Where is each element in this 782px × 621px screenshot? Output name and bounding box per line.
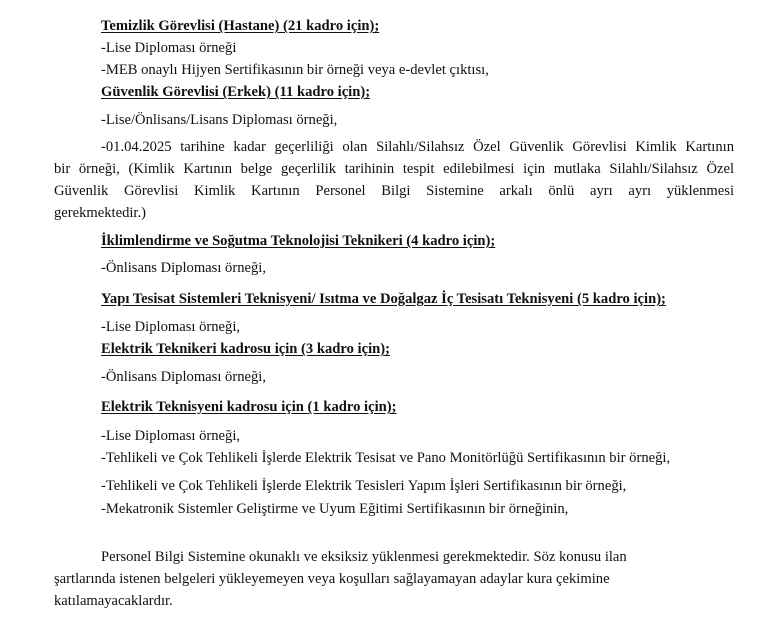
list-item: -Lise/Önlisans/Lisans Diploması örneği, <box>101 112 338 128</box>
closing-line-3: katılamayacaklardır. <box>54 593 173 609</box>
guvenlik-note-line-4: gerekmektedir.) <box>54 205 146 221</box>
closing-line-2: şartlarında istenen belgeleri yükleyemeyen veya koşulları sağlayamayan adaylar kura çekimine <box>54 571 610 587</box>
closing-line-1: Personel Bilgi Sistemine okunaklı ve eksiksiz yüklenmesi gerekmektedir. Söz konusu ilan <box>101 549 627 565</box>
list-item: -Önlisans Diploması örneği, <box>101 369 266 385</box>
list-item: -Lise Diploması örneği, <box>101 428 241 444</box>
list-item: -Mekatronik Sistemler Geliştirme ve Uyum Eğitimi Sertifikasının bir örneğinin, <box>101 501 569 517</box>
heading-iklimlendirme-teknikeri: İklimlendirme ve Soğutma Teknolojisi Teknikeri (4 kadro için); <box>101 233 496 249</box>
heading-elektrik-teknisyeni: Elektrik Teknisyeni kadrosu için (1 kadro için); <box>101 399 397 415</box>
heading-guvenlik-gorevlisi: Güvenlik Görevlisi (Erkek) (11 kadro için); <box>101 84 371 100</box>
guvenlik-note-line-2: bir örneği, (Kimlik Kartının belge geçerlilik tarihinin tespit edilebilmesi için mutlaka Silahlı/Silahsız Özel <box>54 161 734 177</box>
list-item: -Lise Diploması örneği, <box>101 319 241 335</box>
heading-elektrik-teknikeri: Elektrik Teknikeri kadrosu için (3 kadro için); <box>101 341 390 357</box>
list-item: -Lise Diploması örneği <box>101 40 237 56</box>
guvenlik-note-line-3: Güvenlik Görevlisi Kimlik Kartının Personel Bilgi Sistemine arkalı önlü ayrı ayrı yüklenmesi <box>54 183 734 199</box>
list-item: -Önlisans Diploması örneği, <box>101 260 266 276</box>
guvenlik-note-line-1: -01.04.2025 tarihine kadar geçerliliği olan Silahlı/Silahsız Özel Güvenlik Görevlisi Kimlik Kartının <box>101 139 734 155</box>
list-item: -Tehlikeli ve Çok Tehlikeli İşlerde Elektrik Tesisleri Yapım İşleri Sertifikasının bir örneği, <box>101 478 627 494</box>
list-item: -MEB onaylı Hijyen Sertifikasının bir örneği veya e-devlet çıktısı, <box>101 62 489 78</box>
heading-yapi-tesisat-teknisyeni: Yapı Tesisat Sistemleri Teknisyeni/ Isıtma ve Doğalgaz İç Tesisatı Teknisyeni (5 kadro için); <box>101 291 666 307</box>
list-item: -Tehlikeli ve Çok Tehlikeli İşlerde Elektrik Tesisat ve Pano Monitörlüğü Sertifikasının bir örneği, <box>101 450 671 466</box>
heading-temizlik-gorevlisi: Temizlik Görevlisi (Hastane) (21 kadro için); <box>101 18 380 34</box>
